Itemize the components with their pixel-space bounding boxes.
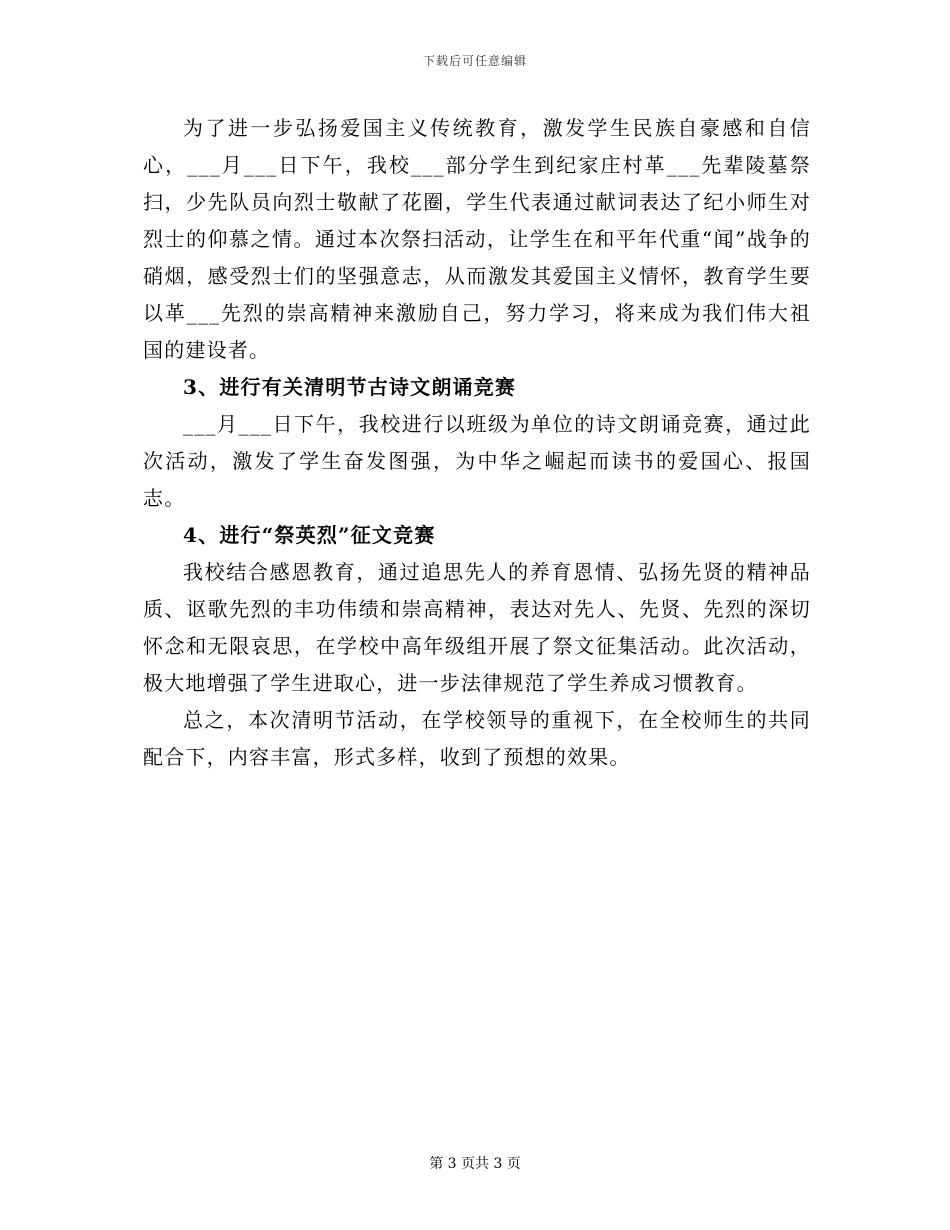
section-heading-4: 4、进行“祭英烈”征文竞赛 — [183, 523, 436, 547]
paragraph-intro: 为了进一步弘扬爱国主义传统教育，激发学生民族自豪感和自信心，___月___日下午，我校___部分学生到纪家庄村革___先辈陵墓祭扫，少先队员向烈士敬献了花圈，学生代表通过献词表达了纪小师生对烈士的仰慕之情。通过本次祭扫活动，让学生在和平年代重“闻”战争的硝烟，感受烈士们的坚强意志，从而激发其爱国主义情怀，教育学生要以革___先烈的崇高精神来激励自己，努力学习，将来成为我们伟大祖国的建设者。 — [143, 116, 811, 362]
paragraph-essay-contest: 我校结合感恩教育，通过追思先人的养育恩情、弘扬先贤的精神品质、讴歌先烈的丰功伟绩和崇高精神，表达对先人、先贤、先烈的深切怀念和无限哀思，在学校中高年级组开展了祭文征集活动。此次活动，极大地增强了学生进取心，进一步法律规范了学生养成习惯教育。 — [143, 560, 811, 695]
paragraph-conclusion: 总之，本次清明节活动，在学校领导的重视下，在全校师生的共同配合下，内容丰富，形式多样，收到了预想的效果。 — [143, 708, 811, 769]
section-heading-3: 3、进行有关清明节古诗文朗诵竞赛 — [183, 375, 517, 399]
paragraph-poetry-contest: ___月___日下午，我校进行以班级为单位的诗文朗诵竞赛，通过此次活动，激发了学生奋发图强，为中华之崛起而读书的爱国心、报国志。 — [143, 412, 811, 510]
document-body — [143, 110, 811, 776]
page-header-note: 下载后可任意编辑 — [422, 54, 527, 68]
page-number: 第 3 页共 3 页 — [429, 1156, 521, 1172]
